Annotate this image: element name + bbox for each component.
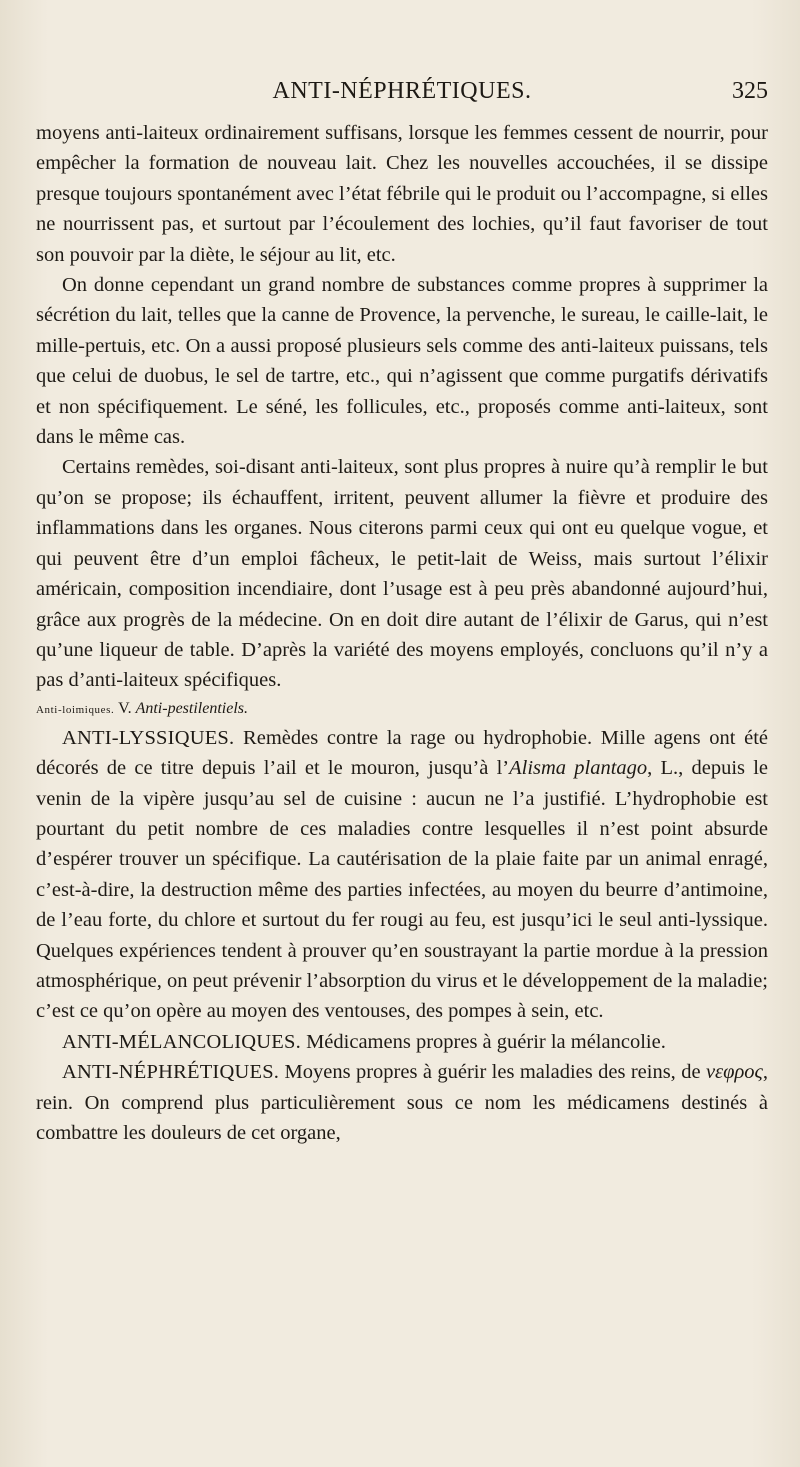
entry-greek-word: νεφρος xyxy=(705,1061,763,1084)
entry-anti-melancoliques xyxy=(36,1027,768,1057)
cross-reference xyxy=(36,696,768,723)
entry-term: ANTI-NÉPHRÉTIQUES. xyxy=(62,1061,280,1084)
cross-reference-term: Anti-loimiques. xyxy=(36,703,115,716)
paragraph-harmful-remedies: Certains remèdes, soi-disant anti-laiteux, sont plus propres à nuire qu’à remplir le but qu’on se propose; ils échauffent, irritent, peuvent allumer la fièvre et produire des inflammations dans les organes. Nous citerons parmi ceux qui ont eu quelque vogue, et qui peuvent être d’un emploi fâcheux, le petit-lait de Weiss, mais surtout l’élixir américain, composition incendiaire, dont l’usage est à peu près abandonné aujourd’hui, grâce aux progrès de la médecine. On en doit dire autant de l’élixir de Garus, qui n’est qu’une liqueur de table. D’après la variété des moyens employés, concluons qu’il n’y a pas d’anti-laiteux spécifiques. xyxy=(36,456,768,692)
cross-reference-target: Anti-pestilentiels. xyxy=(135,699,248,717)
entry-term: ANTI-LYSSIQUES. xyxy=(62,726,235,749)
page-number: 325 xyxy=(732,78,768,104)
entry-text: Médicamens propres à guérir la mélancolie. xyxy=(306,1030,666,1053)
entry-text: Remèdes contre la rage ou hydrophobie. Mille agens ont été décorés de ce titre depuis l’ail et le mouron, jusqu’à l’ xyxy=(36,726,769,780)
entry-text-continued: , rein. On comprend plus particulièrement sous ce nom les médicamens destinés à combattre les douleurs de cet organe, xyxy=(36,1061,769,1144)
entry-term: ANTI-MÉLANCOLIQUES. xyxy=(62,1030,301,1053)
entry-anti-nephretiques xyxy=(36,1057,768,1148)
paragraph-substances: On donne cependant un grand nombre de substances comme propres à supprimer la sécrétion du lait, telles que la canne de Provence, la pervenche, le sureau, le caille-lait, le mille-pertuis, etc. On a aussi proposé plusieurs sels comme des anti-laiteux puissans, tels que celui de duobus, le sel de tartre, etc., qui n’agissent que comme purgatifs dérivatifs et non spécifiquement. Le séné, les follicules, etc., proposés comme anti-laiteux, sont dans le même cas. xyxy=(36,274,768,449)
paragraph-lactation-continued: moyens anti-laiteux ordinairement suffisans, lorsque les femmes cessent de nourrir, pour empêcher la formation de nouveau lait. Chez les nouvelles accouchées, il se dissipe presque toujours spontanément avec l’état fébrile qui le produit ou l’accompagne, si elles ne nourrissent pas, et surtout par l’écoulement des lochies, qu’il faut favoriser de tout son pouvoir par la diète, le séjour au lit, etc. xyxy=(36,122,768,266)
body-text xyxy=(36,118,768,1148)
entry-anti-lyssiques xyxy=(36,723,768,1027)
entry-text: Moyens propres à guérir les maladies des reins, de xyxy=(284,1061,701,1084)
entry-text-continued: , L., depuis le venin de la vipère jusqu’au sel de cuisine : aucun ne l’a justifié. L’hydrophobie est pourtant du petit nombre de ces maladies contre lesquelles il n’est point absurde d’espérer trouver un spécifique. La cautérisation de la plaie faite par un animal enragé, c’est-à-dire, la destruction même des parties infectées, au moyen du beurre d’antimoine, de l’eau forte, du chlore et surtout du fer rougi au feu, est jusqu’ici le seul anti-lyssique. Quelques expériences tendent à prouver qu’en soustrayant la partie mordue à la pression atmosphérique, on peut prévenir l’absorption du virus et le développement de la maladie; c’est ce qu’on opère au moyen des ventouses, des pompes à sein, etc. xyxy=(36,757,768,1023)
running-title: ANTI-NÉPHRÉTIQUES. xyxy=(272,78,532,104)
running-head xyxy=(36,78,768,114)
entry-italic-species: Alisma plantago xyxy=(509,757,648,780)
cross-reference-see: V. xyxy=(118,699,132,717)
